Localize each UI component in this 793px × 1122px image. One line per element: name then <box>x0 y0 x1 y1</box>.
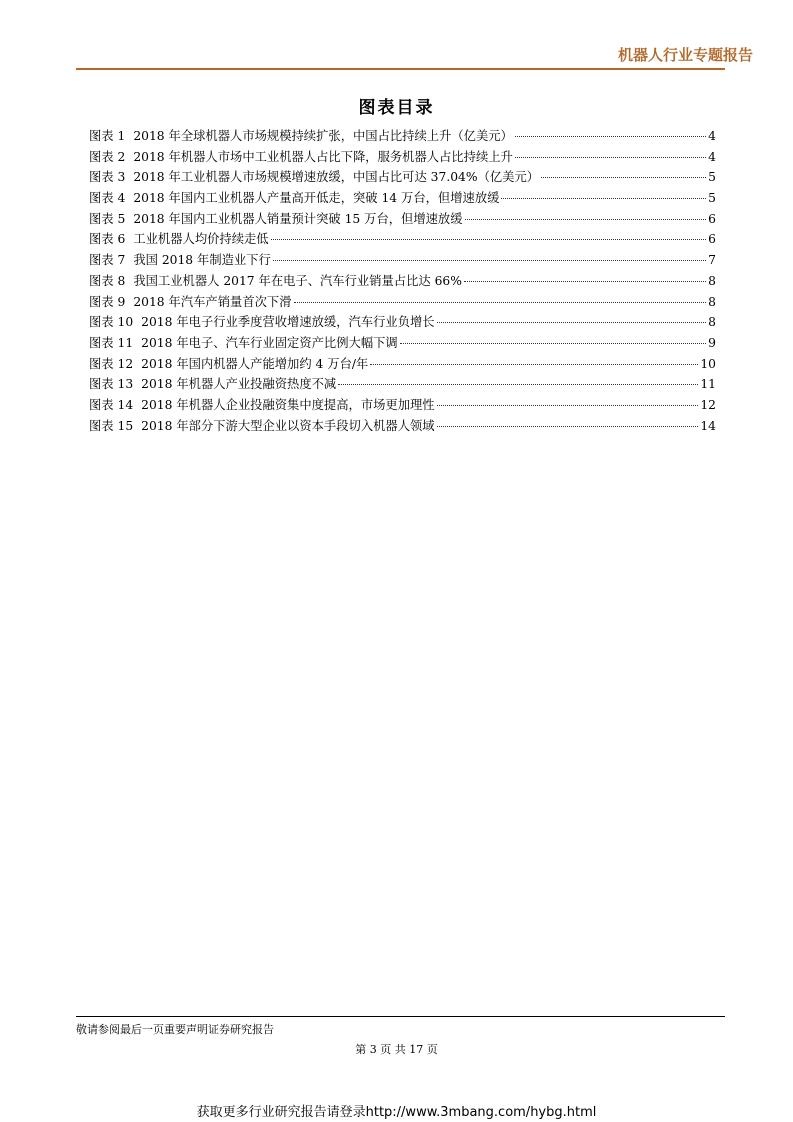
toc-entry[interactable] <box>89 271 716 292</box>
toc-entry-label: 图表 1 <box>89 129 126 143</box>
toc-entry[interactable] <box>89 354 716 375</box>
toc-entry-title: 2018 年汽车产销量首次下滑 <box>133 294 292 309</box>
toc-entry-title: 2018 年工业机器人市场规模增速放缓，中国占比可达 37.04%（亿美元） <box>133 170 540 185</box>
toc-entry-page: 10 <box>700 356 716 371</box>
footer-divider <box>76 1016 725 1017</box>
toc-entry[interactable] <box>89 416 716 437</box>
toc-dot-leader <box>437 405 699 406</box>
toc-entry-label: 图表 14 <box>89 397 134 412</box>
toc-entry-page: 8 <box>708 294 716 309</box>
toc-entry[interactable] <box>89 333 716 354</box>
toc-entry[interactable] <box>89 167 716 188</box>
toc-entry-title: 2018 年电子行业季度营收增速放缓，汽车行业负增长 <box>141 315 435 330</box>
toc-entry-title: 2018 年部分下游大型企业以资本手段切入机器人领域 <box>141 418 435 433</box>
toc-entry-page: 6 <box>708 211 716 226</box>
toc-entry-title: 2018 年国内机器人产能增加约 4 万台/年 <box>141 356 369 371</box>
toc-entry-page: 5 <box>708 170 716 185</box>
toc-dot-leader <box>541 177 706 178</box>
toc-entry-label: 图表 10 <box>89 315 134 330</box>
toc-entry-page: 9 <box>708 335 716 350</box>
toc-entry-page: 8 <box>708 315 716 330</box>
toc-entry-title: 我国 2018 年制造业下行 <box>133 253 271 268</box>
toc-entry[interactable] <box>89 209 716 230</box>
toc-entry-label: 图表 7 <box>89 253 126 268</box>
toc-entry-title: 2018 年机器人市场中工业机器人占比下降，服务机器人占比持续上升 <box>133 149 513 164</box>
toc-dot-leader <box>271 239 707 240</box>
toc-heading: 图表目录 <box>358 98 435 118</box>
toc-entry-title: 我国工业机器人 2017 年在电子、汽车行业销量占比达 66% <box>133 273 462 288</box>
toc-entry-label: 图表 11 <box>89 335 134 350</box>
toc-entry-page: 14 <box>700 418 716 433</box>
disclaimer-note: 敬请参阅最后一页重要声明证券研究报告 <box>76 1023 274 1036</box>
toc-entry[interactable] <box>89 250 716 271</box>
toc-entry-label: 图表 8 <box>89 273 126 288</box>
toc-entry-label: 图表 4 <box>89 191 126 206</box>
toc-dot-leader <box>464 281 706 282</box>
toc-entry-page: 11 <box>700 377 716 392</box>
toc-dot-leader <box>273 260 706 261</box>
toc-entry-label: 图表 9 <box>89 294 126 309</box>
toc-entry-title: 2018 年机器人产业投融资热度不减 <box>141 377 337 392</box>
toc-entry-page: 4 <box>708 149 716 164</box>
toc-entry-title: 2018 年国内工业机器人销量预计突破 15 万台，但增速放缓 <box>133 211 463 226</box>
toc-entry[interactable] <box>89 395 716 416</box>
toc-entry-label: 图表 5 <box>89 211 126 226</box>
toc-entry-page: 5 <box>708 191 716 206</box>
toc-entry-label: 图表 6 <box>89 232 126 247</box>
toc-dot-leader <box>400 343 706 344</box>
toc-entry-page: 4 <box>708 129 716 143</box>
toc-entry[interactable] <box>89 312 716 333</box>
toc-dot-leader <box>501 198 706 199</box>
toc-entry-title: 2018 年电子、汽车行业固定资产比例大幅下调 <box>141 335 398 350</box>
toc-entry[interactable] <box>89 229 716 250</box>
toc-dot-leader <box>370 364 698 365</box>
toc-entry-title: 2018 年国内工业机器人产量高开低走，突破 14 万台，但增速放缓 <box>133 191 500 206</box>
toc-entry[interactable] <box>89 188 716 209</box>
toc-dot-leader <box>437 426 699 427</box>
toc-entry[interactable] <box>89 147 716 168</box>
toc-dot-leader <box>515 157 706 158</box>
table-of-figures <box>89 126 716 436</box>
toc-entry-label: 图表 13 <box>89 377 134 392</box>
toc-entry[interactable] <box>89 374 716 395</box>
report-header-title: 机器人行业专题报告 <box>617 46 753 64</box>
toc-entry-page: 7 <box>708 253 716 268</box>
toc-entry-title: 工业机器人均价持续走低 <box>133 232 269 247</box>
toc-dot-leader <box>465 219 707 220</box>
toc-entry[interactable] <box>89 292 716 313</box>
promo-link[interactable]: 获取更多行业研究报告请登录http://www.3mbang.com/hybg.html <box>196 1105 597 1120</box>
toc-entry-title: 2018 年机器人企业投融资集中度提高，市场更加理性 <box>141 397 435 412</box>
toc-dot-leader <box>515 136 706 137</box>
toc-entry-label: 图表 2 <box>89 149 126 164</box>
toc-entry-page: 12 <box>700 397 716 412</box>
toc-entry-label: 图表 15 <box>89 418 134 433</box>
toc-entry-label: 图表 3 <box>89 170 126 185</box>
toc-entry-page: 6 <box>708 232 716 247</box>
toc-entry-title: 2018 年全球机器人市场规模持续扩张，中国占比持续上升（亿美元） <box>133 129 513 143</box>
header-divider <box>76 68 725 70</box>
toc-dot-leader <box>338 384 698 385</box>
page-number: 第 3 页 共 17 页 <box>355 1043 438 1056</box>
toc-entry-page: 8 <box>708 273 716 288</box>
toc-entry-label: 图表 12 <box>89 356 134 371</box>
toc-dot-leader <box>437 322 707 323</box>
toc-entry[interactable] <box>89 126 716 147</box>
toc-dot-leader <box>294 302 707 303</box>
